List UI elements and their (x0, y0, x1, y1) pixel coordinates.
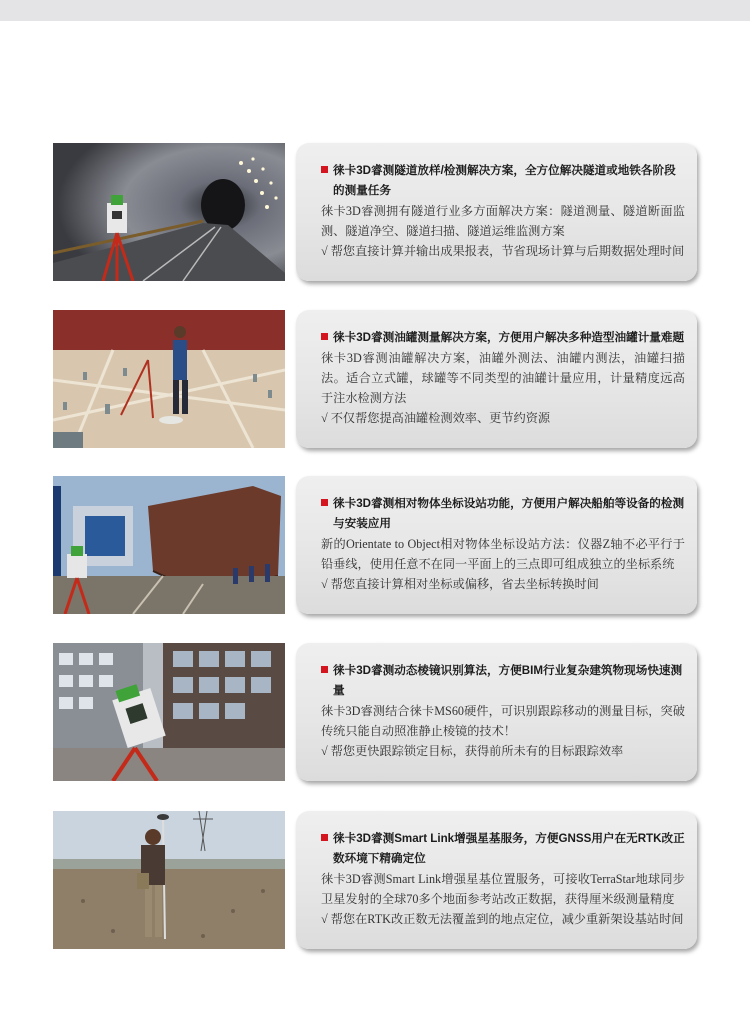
solution-title: 徕卡3D睿测动态棱镜识别算法，方便BIM行业复杂建筑物现场快速测量 (333, 664, 683, 697)
solution-title: 徕卡3D睿测油罐测量解决方案，方便用户解决多种造型油罐计量难题 (333, 331, 685, 344)
oil-tank-measurement-photo (53, 310, 285, 448)
solution-section-bim (53, 643, 699, 784)
solution-description: 新的Orientate to Object相对物体坐标设站方法：仪器Z轴不必平行于铅垂线，使用任意不在同一平面上的三点即可组成独立的坐标系统 (321, 537, 685, 571)
solution-benefit: √ 帮您在RTK改正数无法覆盖到的地点定位，减少重新架设基站时间 (321, 912, 684, 926)
solution-section-ship (53, 476, 699, 617)
solution-description: 徕卡3D睿测Smart Link增强星基位置服务，可接收TerraStar地球同步卫星发射的全球70多个地面参考站改正数据，获得厘米级测量精度 (321, 872, 685, 906)
top-header-bar (0, 0, 750, 21)
solution-benefit: √ 不仅帮您提高油罐检测效率、更节约资源 (321, 411, 551, 425)
tunnel-total-station-photo (53, 143, 285, 281)
solution-description: 徕卡3D睿测油罐解决方案，油罐外测法、油罐内测法，油罐扫描法。适合立式罐，球罐等不同类型的油罐计量应用，计量精度远高于注水检测方法 (321, 351, 685, 405)
solution-card (296, 811, 697, 949)
solution-description: 徕卡3D睿测拥有隧道行业多方面解决方案：隧道测量、隧道断面监测、隧道净空、隧道扫描、隧道运维监测方案 (321, 204, 685, 238)
ship-hull-photo (53, 476, 285, 614)
gnss-field-photo (53, 811, 285, 949)
red-square-bullet-icon (321, 166, 328, 173)
solution-title: 徕卡3D睿测相对物体坐标设站功能，方便用户解决船舶等设备的检测与安装应用 (333, 497, 685, 530)
solution-section-gnss (53, 811, 699, 952)
solution-card (296, 643, 697, 781)
solution-card (296, 310, 697, 448)
building-site-photo (53, 643, 285, 781)
red-square-bullet-icon (321, 666, 328, 673)
solution-benefit: √ 帮您直接计算并输出成果报表，节省现场计算与后期数据处理时间 (321, 244, 685, 258)
red-square-bullet-icon (321, 499, 328, 506)
solution-section-tunnel (53, 143, 699, 284)
solution-benefit: √ 帮您直接计算相对坐标或偏移，省去坐标转换时间 (321, 577, 599, 591)
solution-card (296, 476, 697, 614)
solution-title: 徕卡3D睿测Smart Link增强星基服务，方便GNSS用户在无RTK改正数环境下精确定位 (333, 832, 685, 865)
red-square-bullet-icon (321, 333, 328, 340)
solution-title: 徕卡3D睿测隧道放样/检测解决方案，全方位解决隧道或地铁各阶段的测量任务 (333, 164, 676, 197)
red-square-bullet-icon (321, 834, 328, 841)
solution-description: 徕卡3D睿测结合徕卡MS60硬件，可识别跟踪移动的测量目标，突破传统只能自动照准静止棱镜的技术！ (321, 704, 685, 738)
solution-benefit: √ 帮您更快跟踪锁定目标，获得前所未有的目标跟踪效率 (321, 744, 624, 758)
solution-section-oil-tank (53, 310, 699, 451)
solution-card (296, 143, 697, 281)
